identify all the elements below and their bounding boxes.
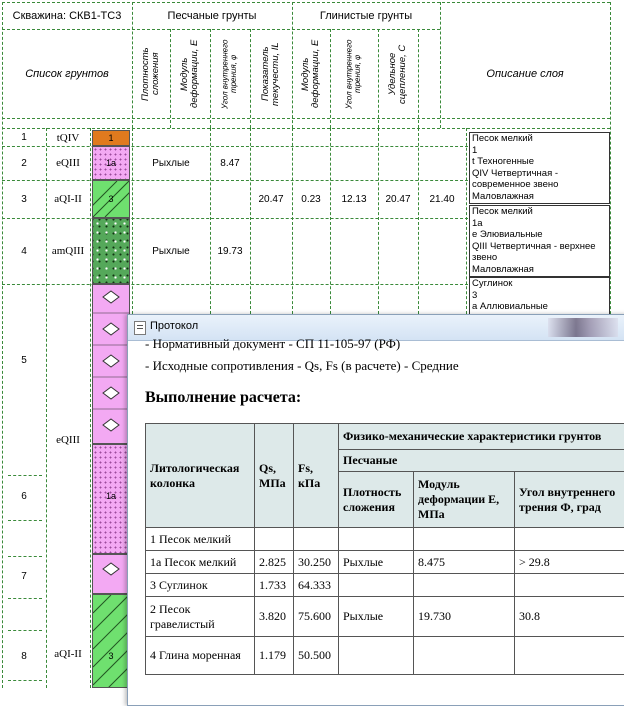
normative-doc-line: - Нормативный документ - СП 11-105-97 (РФ) bbox=[145, 339, 400, 353]
friction-header: Угол внутреннего трения, φ bbox=[212, 32, 248, 116]
row-qs: 1.179 bbox=[255, 637, 294, 675]
row-fs: 64.333 bbox=[294, 574, 339, 597]
density-value: Рыхлые bbox=[134, 148, 208, 178]
results-table bbox=[145, 423, 624, 675]
th-qs: Qs, МПа bbox=[255, 424, 294, 528]
th-phys: Физико-механические характеристики грунтов bbox=[339, 424, 624, 450]
geo-index: eQIII bbox=[48, 148, 88, 178]
geo-index: tQIV bbox=[48, 130, 88, 145]
fluidity-header: Показатель текучести, IL bbox=[252, 32, 290, 116]
cohesion-header: Удельное сцепление, С bbox=[380, 32, 416, 116]
well-label: Скважина: СКВ1-ТС3 bbox=[4, 4, 130, 28]
row-angle: > 29.8 bbox=[515, 551, 624, 574]
litho-label: 1 bbox=[92, 130, 130, 146]
geo-index: eQIII bbox=[48, 420, 88, 460]
friction-clay-header: Угол внутреннего трения, φ bbox=[332, 32, 376, 116]
litho-label: 1a bbox=[92, 146, 130, 180]
calculation-heading: Выполнение расчета: bbox=[145, 389, 301, 407]
layer-description: Суглинок 3 а Аллювиальные bbox=[469, 277, 610, 317]
dialog-titlebar[interactable] bbox=[128, 315, 624, 341]
row-name: 3 Суглинок bbox=[146, 574, 255, 597]
litho-label: 3 bbox=[92, 636, 130, 676]
initial-resistance-line: - Исходные сопротивления - Qs, Fs (в расчете) - Средние bbox=[145, 358, 459, 374]
row-number: 8 bbox=[4, 636, 44, 676]
clay-soils-header: Глинистые грунты bbox=[294, 4, 438, 28]
row-fs bbox=[294, 528, 339, 551]
row-density bbox=[339, 637, 414, 675]
row-number: 3 bbox=[4, 182, 44, 216]
row-modulus bbox=[414, 637, 515, 675]
friction-clay-value: 20.47 bbox=[380, 182, 416, 216]
density-header: Плотность сложения bbox=[134, 32, 168, 116]
row-qs bbox=[255, 528, 294, 551]
sandy-soils-header: Песчаные грунты bbox=[134, 4, 290, 28]
th-density: Плотность сложения bbox=[339, 472, 414, 528]
row-modulus: 8.475 bbox=[414, 551, 515, 574]
row-number: 2 bbox=[4, 148, 44, 178]
description-header: Описание слоя bbox=[442, 30, 608, 118]
table-row bbox=[146, 574, 624, 597]
table-row bbox=[146, 597, 624, 637]
row-density bbox=[339, 528, 414, 551]
modulus-value: 8.47 bbox=[212, 148, 248, 178]
geo-index: aQI-II bbox=[48, 634, 88, 674]
th-sandy: Песчаные bbox=[339, 450, 624, 472]
row-angle bbox=[515, 637, 624, 675]
row-name: 2 Песок гравелистый bbox=[146, 597, 255, 637]
th-litho: Литологическая колонка bbox=[146, 424, 255, 528]
protocol-icon bbox=[134, 321, 146, 335]
th-modulus: Модуль деформации Е, МПа bbox=[414, 472, 515, 528]
row-fs: 75.600 bbox=[294, 597, 339, 637]
row-qs: 3.820 bbox=[255, 597, 294, 637]
row-density bbox=[339, 574, 414, 597]
row-modulus bbox=[414, 528, 515, 551]
density-value: Рыхлые bbox=[134, 220, 208, 282]
litho-layer-loam-2 bbox=[92, 554, 130, 594]
th-fs: Fs, кПа bbox=[294, 424, 339, 528]
modulus-value: 19.73 bbox=[212, 220, 248, 282]
geo-index: aQI-II bbox=[48, 182, 88, 216]
row-name: 1 Песок мелкий bbox=[146, 528, 255, 551]
table-row bbox=[146, 528, 624, 551]
row-angle bbox=[515, 574, 624, 597]
row-fs: 50.500 bbox=[294, 637, 339, 675]
row-number: 6 bbox=[4, 476, 44, 516]
titlebar-thumbnail bbox=[548, 318, 618, 337]
modulus-header: Модуль деформации, Е bbox=[172, 32, 208, 116]
row-density: Рыхлые bbox=[339, 551, 414, 574]
dialog-title: Протокол bbox=[150, 320, 198, 332]
litho-layer-2 bbox=[92, 218, 130, 284]
protocol-dialog[interactable] bbox=[127, 314, 624, 706]
fluidity-value: 0.23 bbox=[294, 182, 328, 216]
litho-label: 1a bbox=[92, 476, 130, 516]
modulus-clay-header: Модуль деформации, Е bbox=[294, 32, 328, 116]
row-angle: 30.8 bbox=[515, 597, 624, 637]
row-angle bbox=[515, 528, 624, 551]
row-qs: 2.825 bbox=[255, 551, 294, 574]
cohesion-value: 21.40 bbox=[420, 182, 464, 216]
friction-value: 20.47 bbox=[252, 182, 290, 216]
geo-index: amQIII bbox=[48, 220, 88, 282]
row-number: 1 bbox=[4, 131, 44, 144]
row-number: 5 bbox=[4, 340, 44, 380]
soil-list-header: Список грунтов bbox=[4, 30, 130, 118]
table-row bbox=[146, 637, 624, 675]
row-number: 7 bbox=[4, 556, 44, 596]
layer-description: Песок мелкий 1 t Техногенные QIV Четвертичная - современное звено Маловлажная bbox=[469, 132, 610, 204]
row-number: 4 bbox=[4, 220, 44, 282]
modulus-clay-value: 12.13 bbox=[332, 182, 376, 216]
layer-description: Песок мелкий 1а е Элювиальные QIII Четвертичная - верхнее звено Маловлажная bbox=[469, 205, 610, 277]
row-qs: 1.733 bbox=[255, 574, 294, 597]
th-angle: Угол внутреннего трения Ф, град bbox=[515, 472, 624, 528]
litho-label: 3 bbox=[92, 180, 130, 218]
row-name: 1а Песок мелкий bbox=[146, 551, 255, 574]
row-modulus bbox=[414, 574, 515, 597]
litho-layer-loam bbox=[92, 284, 130, 444]
row-density: Рыхлые bbox=[339, 597, 414, 637]
table-row bbox=[146, 551, 624, 574]
row-name: 4 Глина моренная bbox=[146, 637, 255, 675]
row-modulus: 19.730 bbox=[414, 597, 515, 637]
row-fs: 30.250 bbox=[294, 551, 339, 574]
